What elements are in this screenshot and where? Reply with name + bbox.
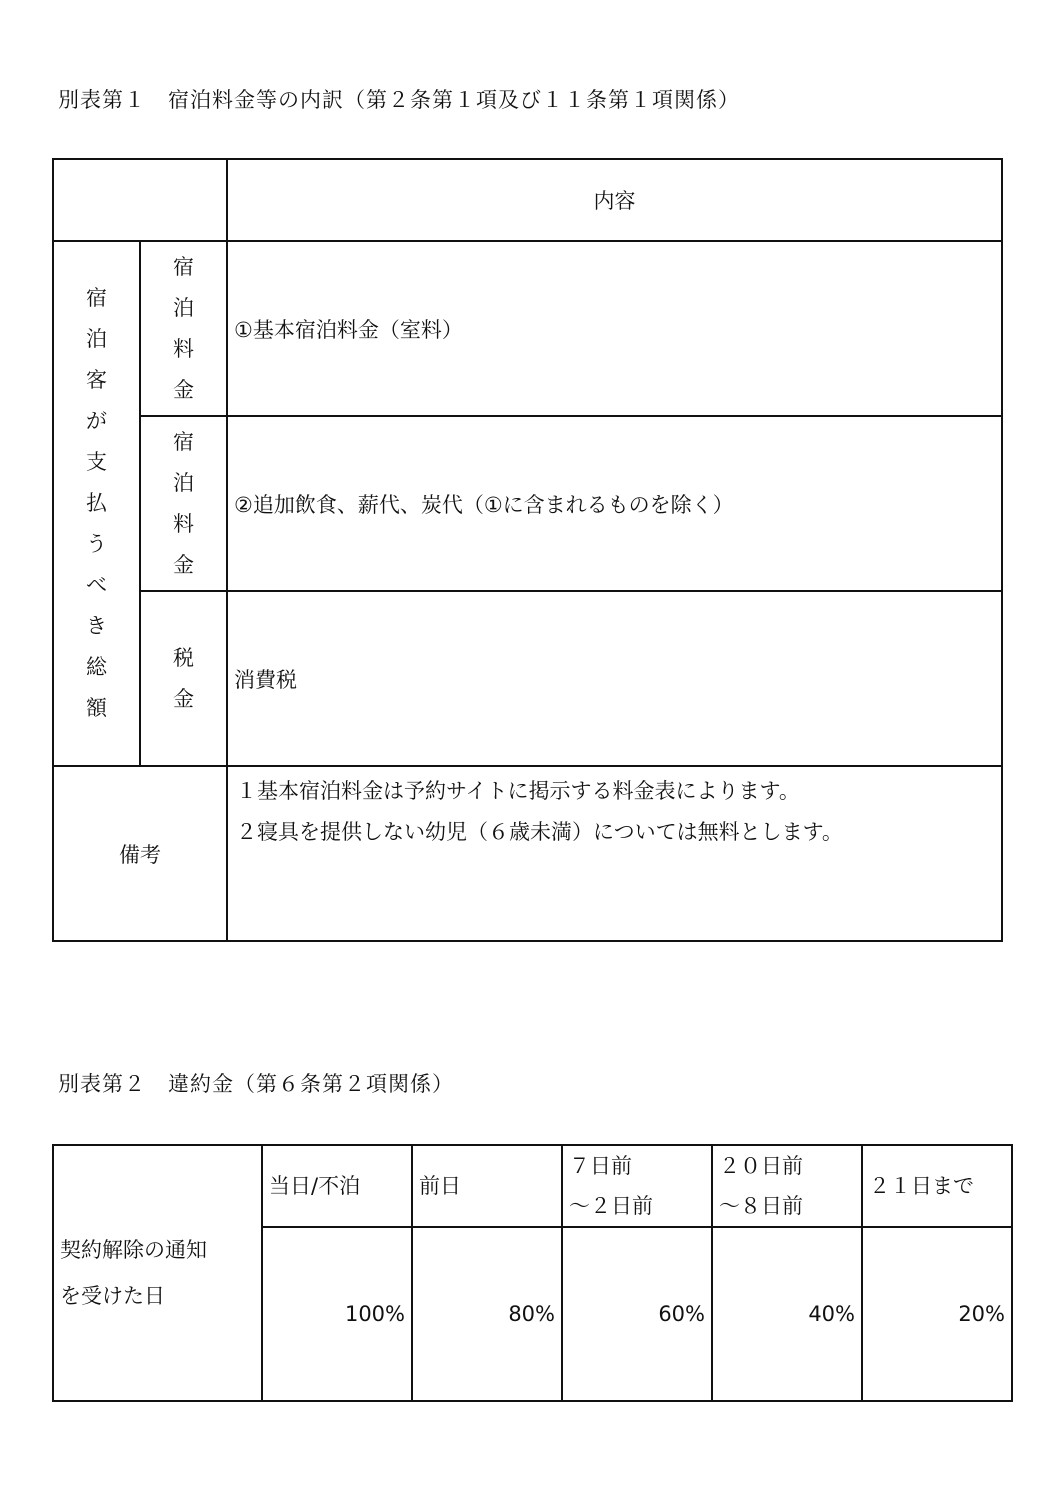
fee-percentage-20-to-8-days: 40% (712, 1227, 862, 1401)
row-content-tax: 消費税 (227, 591, 1002, 766)
note-line: ２寝具を提供しない幼児（６歳未満）については無料とします。 (236, 820, 843, 844)
fee-percentage-7-to-2-days: 60% (562, 1227, 712, 1401)
row-label-accommodation-fee: 宿 泊 料 金 (140, 416, 227, 591)
column-header-same-day: 当日/不泊 (262, 1145, 412, 1227)
group-label-total-payable: 宿 泊 客 が 支 払 う べ き 総 額 (53, 241, 140, 766)
table1-heading: 別表第１ 宿泊料金等の内訳（第２条第１項及び１１条第１項関係） (58, 88, 740, 112)
column-header-until-21-days: ２１日まで (862, 1145, 1012, 1227)
row-label-tax: 税 金 (140, 591, 227, 766)
table2-heading: 別表第２ 違約金（第６条第２項関係） (58, 1072, 454, 1096)
fee-percentage-same-day: 100% (262, 1227, 412, 1401)
note-line: １基本宿泊料金は予約サイトに掲示する料金表によります。 (236, 779, 800, 803)
content-header: 内容 (227, 159, 1002, 241)
notes-content (227, 766, 1002, 941)
accommodation-fee-table (52, 158, 1003, 942)
row-content-additional: ②追加飲食、薪代、炭代（①に含まれるものを除く） (227, 416, 1002, 591)
column-header-7-to-2-days: ７日前 ～２日前 (562, 1145, 712, 1227)
cancellation-notice-label: 契約解除の通知 を受けた日 (53, 1145, 262, 1401)
cancellation-fee-table (52, 1144, 1013, 1402)
notes-label: 備考 (53, 766, 227, 941)
column-header-20-to-8-days: ２０日前 ～８日前 (712, 1145, 862, 1227)
blank-header-cell (53, 159, 227, 241)
column-header-previous-day: 前日 (412, 1145, 562, 1227)
fee-percentage-previous-day: 80% (412, 1227, 562, 1401)
row-content-basic-fee: ①基本宿泊料金（室料） (227, 241, 1002, 416)
row-label-accommodation-fee: 宿 泊 料 金 (140, 241, 227, 416)
fee-percentage-until-21-days: 20% (862, 1227, 1012, 1401)
